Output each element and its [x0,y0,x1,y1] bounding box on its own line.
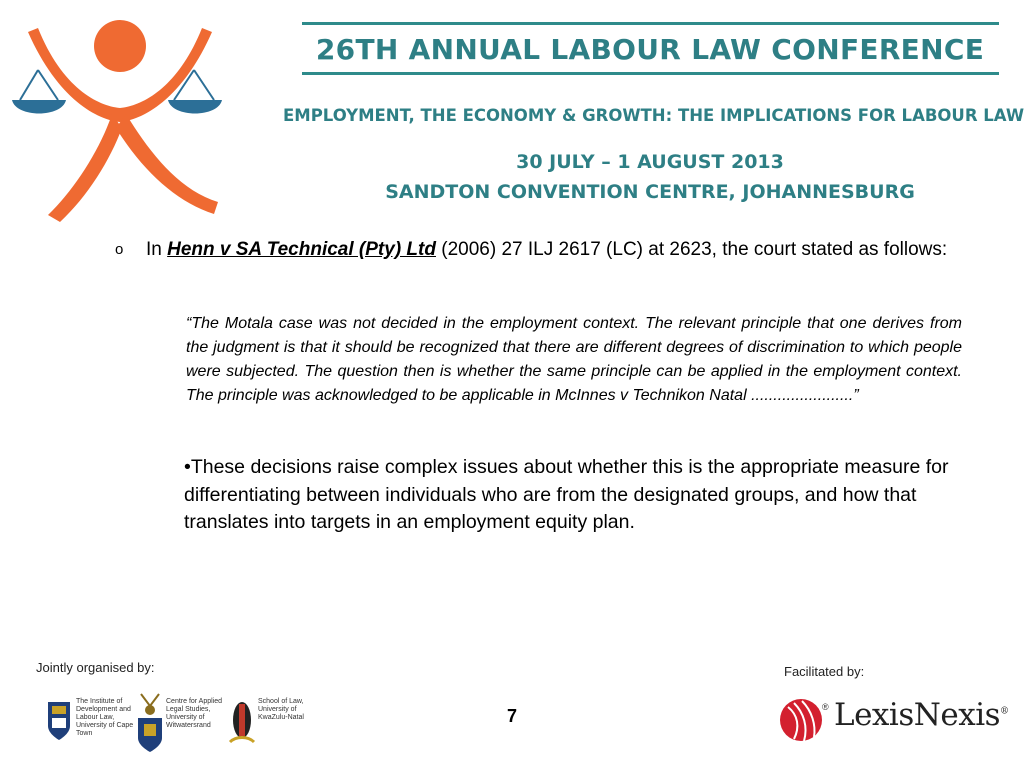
intro-prefix: In [146,239,168,260]
conference-dates: 30 JULY – 1 AUGUST 2013 [516,151,784,173]
ukzn-crest-icon [228,696,256,748]
bullet-marker: o [115,241,124,258]
facilitated-by-label: Facilitated by: [784,664,865,679]
case-citation: (2006) 27 ILJ 2617 (LC) at 2623, the court stated as follows: [435,239,948,260]
lexisnexis-logo-icon [778,697,824,743]
issues-paragraph: •These decisions raise complex issues about whether this is the appropriate measure for differentiating between individuals who are from the designated groups, and how that translates into targets in an employment equity plan. [184,456,949,533]
case-name: Henn v SA Technical (Pty) Ltd [167,239,436,260]
scales-figure-icon [12,20,222,222]
org-uct-label: The Institute of Development and Labour Law, University of Cape Town [76,698,134,737]
registered-mark: ® [822,702,829,712]
conference-theme: EMPLOYMENT, THE ECONOMY & GROWTH: THE IMPLICATIONS FOR LABOUR LAW [283,106,1024,125]
page-number: 7 [506,706,517,726]
sponsor-trademark: ® [1000,706,1009,717]
title-bottom-rule [302,72,999,75]
conference-logo [8,10,228,225]
sponsor-wordmark: LexisNexis [834,697,1001,733]
case-intro-paragraph [146,237,961,263]
org-ukzn-label: School of Law, University of KwaZulu-Natal [258,698,304,721]
uct-crest-icon [46,700,72,742]
court-quote: “The Motala case was not decided in the employment context. The relevant principle that one derives from the judgment is that it should be recognized that there are different degrees of discrimination to which people were subjected. The question then is whether the same principle can be applied in the employment context. The principle was acknowledged to be applicable in McInnes v Technikon Natal .......................” [186,315,962,404]
sponsor-name [834,697,1009,733]
conference-title: 26TH ANNUAL LABOUR LAW CONFERENCE [315,33,985,66]
title-top-rule [302,22,999,25]
jointly-organised-label: Jointly organised by: [36,660,155,675]
org-wits-label: Centre for Applied Legal Studies, University of Witwatersrand [166,698,223,729]
conference-venue: SANDTON CONVENTION CENTRE, JOHANNESBURG [385,181,915,203]
wits-crest-icon [135,692,165,754]
